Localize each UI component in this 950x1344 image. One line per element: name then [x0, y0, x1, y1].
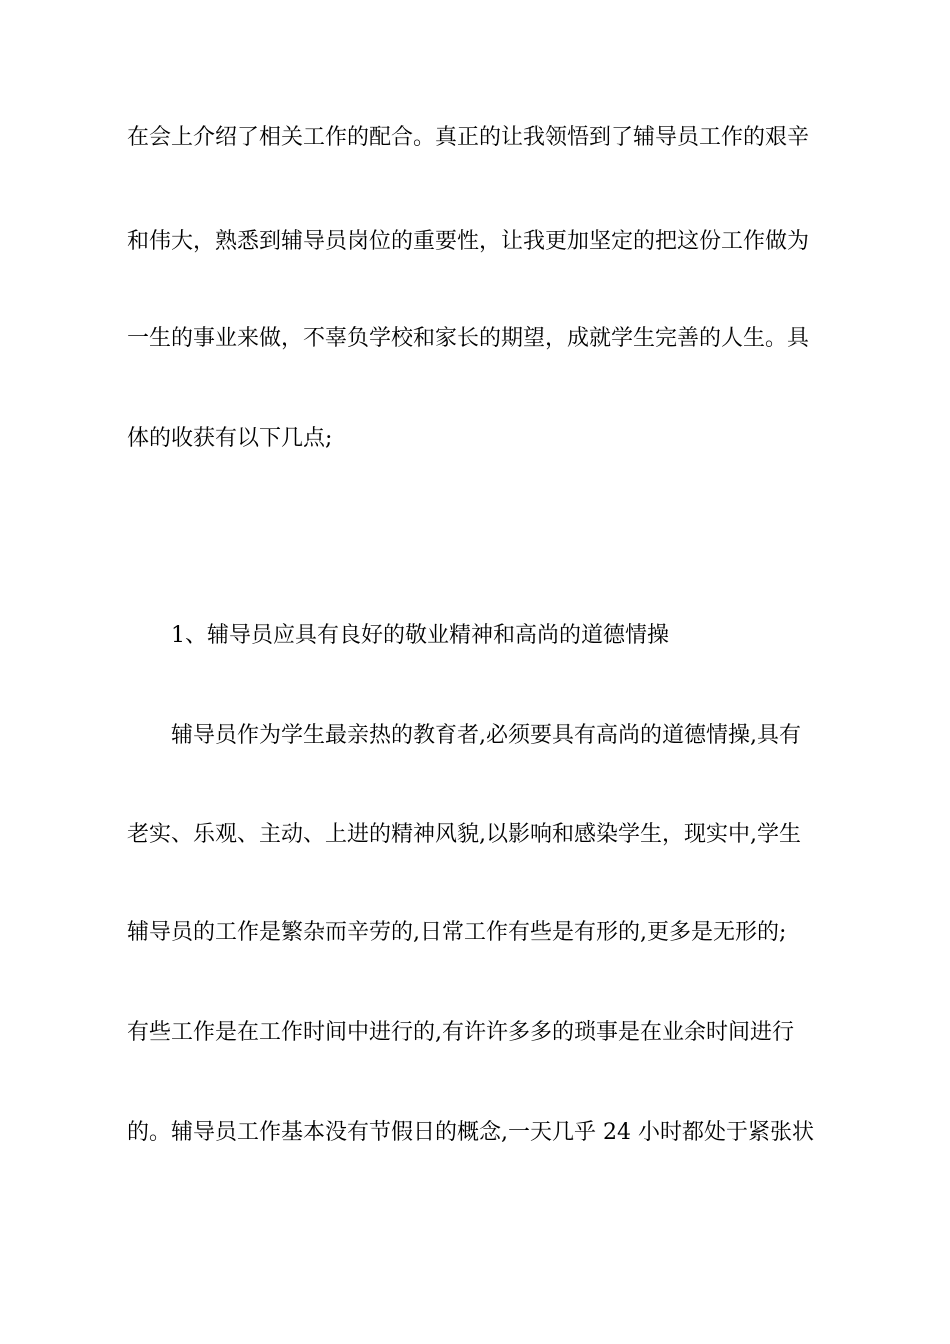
paragraph-2-line-5: 的。辅导员工作基本没有节假日的概念,一天几乎 24 小时都处于紧张状: [127, 1120, 814, 1145]
section-heading-1: 1、辅导员应具有良好的敬业精神和高尚的道德情操: [171, 623, 669, 648]
paragraph-1-line-2: 和伟大，熟悉到辅导员岗位的重要性，让我更加坚定的把这份工作做为: [127, 229, 810, 254]
paragraph-1-line-3: 一生的事业来做，不辜负学校和家长的期望，成就学生完善的人生。具: [127, 326, 810, 351]
paragraph-1-line-1: 在会上介绍了相关工作的配合。真正的让我领悟到了辅导员工作的艰辛: [127, 125, 810, 150]
paragraph-2-line-2: 老实、乐观、主动、上进的精神风貌,以影响和感染学生，现实中,学生: [127, 822, 801, 847]
paragraph-1-line-4: 体的收获有以下几点;: [127, 426, 333, 451]
paragraph-2-line-3: 辅导员的工作是繁杂而辛劳的,日常工作有些是有形的,更多是无形的;: [127, 920, 787, 945]
paragraph-2-line-1: 辅导员作为学生最亲热的教育者,必须要具有高尚的道德情操,具有: [171, 723, 801, 748]
paragraph-2-line-4: 有些工作是在工作时间中进行的,有许许多多的琐事是在业余时间进行: [127, 1020, 794, 1045]
